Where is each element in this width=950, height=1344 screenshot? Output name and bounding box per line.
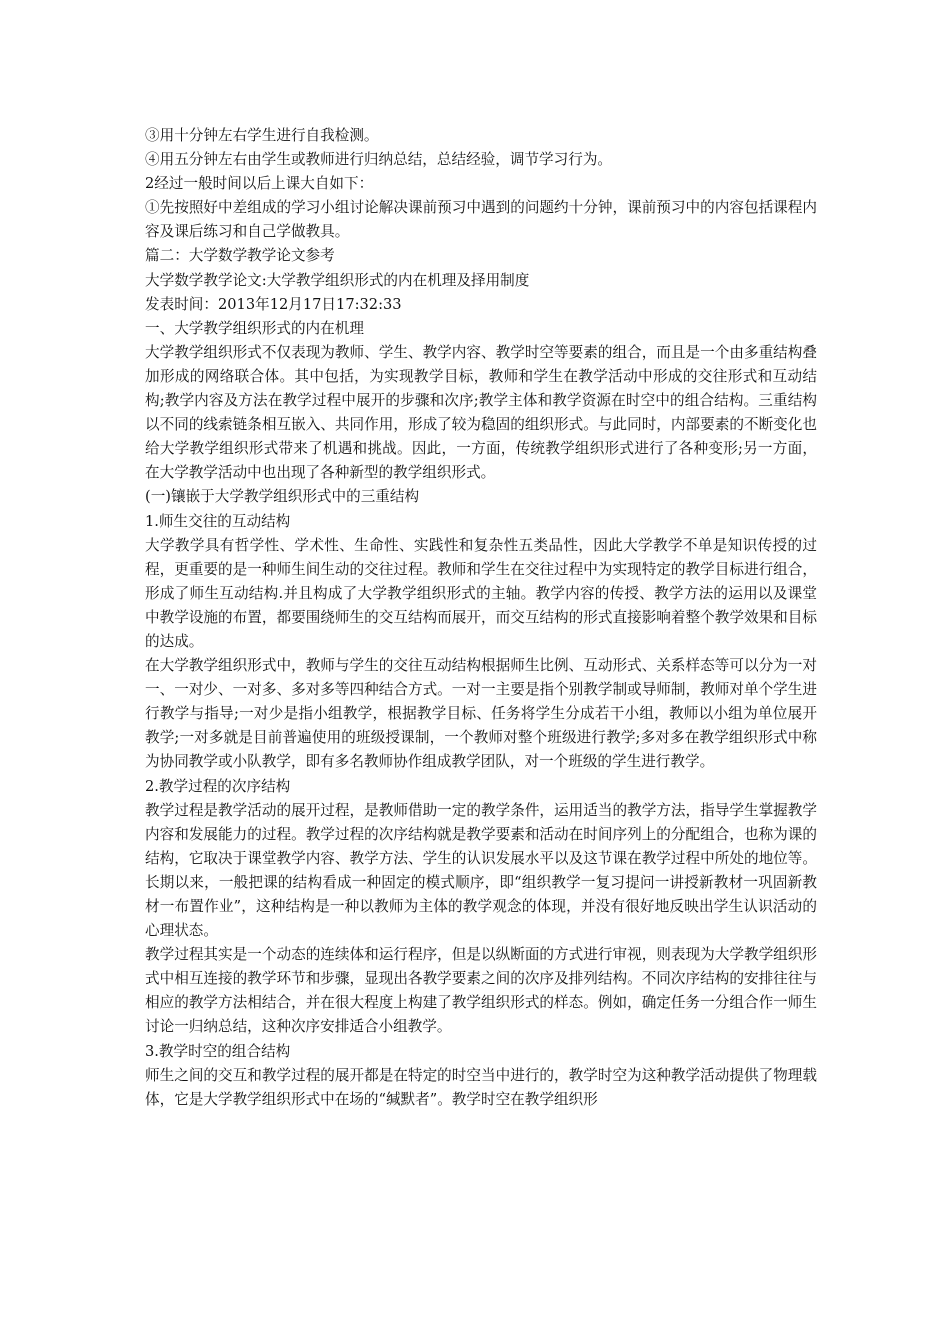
section-heading-part-two: 篇二：大学数学教学论文参考 xyxy=(145,247,335,265)
paragraph-interaction-2: 在大学教学组织形式中，教师与学生的交往互动结构根据师生比例、互动形式、关系样态等可以分为一对一、一对少、一对多、多对多等四种结合方式。一对一主要是指个别教学制或导师制，教师对单个学生进行教学与指导;一对少是指小组教学，根据教学目标、任务将学生分成若干小组，教师以小组为单位展开教学;一对多就是目前普遍使用的班级授课制，一个教师对整个班级进行教学;多对多在教学组织形式中称为协同教学或小队教学，即有多名教师协作组成教学团队，对一个班级的学生进行教学。 xyxy=(145,657,817,771)
heading-sequence-structure: 2.教学过程的次序结构 xyxy=(145,777,291,795)
publish-time: 发表时间：2013年12月17日17:32:33 xyxy=(145,295,402,313)
heading-spacetime-structure: 3.教学时空的组合结构 xyxy=(145,1042,291,1060)
paragraph-intro: 大学教学组织形式不仅表现为教师、学生、教学内容、教学时空等要素的组合，而且是一个由多重结构叠加形成的网络联合体。其中包括，为实现教学目标，教师和学生在教学活动中形成的交往形式和互动结构;教学内容及方法在教学过程中展开的步骤和次序;教学主体和教学资源在时空中的组合结构。三重结构以不同的线索链条相互嵌入、共同作用，形成了较为稳固的组织形式。与此同时，内部要素的不断变化也给大学教学组织形式带来了机遇和挑战。因此，一方面，传统教学组织形式进行了各种变形;另一方面，在大学教学活动中也出现了各种新型的教学组织形式。 xyxy=(145,343,817,482)
paragraph-later-lesson: 2经过一般时间以后上课大自如下： xyxy=(145,175,374,193)
paragraph-step-3: ③用十分钟左右学生进行自我检测。 xyxy=(145,127,379,144)
heading-interaction-structure: 1.师生交往的互动结构 xyxy=(145,512,291,530)
paragraph-sequence-2: 教学过程其实是一个动态的连续体和运行程序，但是以纵断面的方式进行审视，则表现为大学教学组织形式中相互连接的教学环节和步骤，显现出各教学要素之间的次序及排列结构。不同次序结构的安排往往与相应的教学方法相结合，并在很大程度上构建了教学组织形式的样态。例如，确定任务一分组合作一师生讨论一归纳总结，这种次序安排适合小组教学。 xyxy=(145,946,817,1036)
article-title: 大学数学教学论文:大学教学组织形式的内在机理及择用制度 xyxy=(145,271,530,289)
heading-internal-mechanism: 一、大学教学组织形式的内在机理 xyxy=(145,319,364,337)
document-body xyxy=(145,124,817,1112)
paragraph-group-discussion: ①先按照好中差组成的学习小组讨论解决课前预习中遇到的问题约十分钟，课前预习中的内容包括课程内容及课后练习和自己学做教具。 xyxy=(145,199,817,241)
paragraph-spacetime-1: 师生之间的交互和教学过程的展开都是在特定的时空当中进行的，教学时空为这种教学活动提供了物理载体，它是大学教学组织形式中在场的“缄默者”。教学时空在教学组织形 xyxy=(145,1066,817,1108)
paragraph-step-4: ④用五分钟左右由学生或教师进行归纳总结，总结经验，调节学习行为。 xyxy=(145,151,613,169)
paragraph-interaction-1: 大学教学具有哲学性、学术性、生命性、实践性和复杂性五类品性，因此大学教学不单是知识传授的过程，更重要的是一种师生间生动的交往过程。教师和学生在交往过程中为实现特定的教学目标进行组合，形成了师生互动结构.并且构成了大学教学组织形式的主轴。教学内容的传授、教学方法的运用以及课堂中教学设施的布置，都要围绕师生的交互结构而展开，而交互结构的形式直接影响着整个教学效果和目标的达成。 xyxy=(145,536,817,650)
heading-three-structures: (一)镶嵌于大学教学组织形式中的三重结构 xyxy=(145,488,420,506)
paragraph-sequence-1: 教学过程是教学活动的展开过程，是教师借助一定的教学条件，运用适当的教学方法，指导学生掌握教学内容和发展能力的过程。教学过程的次序结构就是教学要素和活动在时间序列上的分配组合，也称为课的结构，它取决于课堂教学内容、教学方法、学生的认识发展水平以及这节课在教学过程中所处的地位等。长期以来，一般把课的结构看成一种固定的模式顺序，即“组织教学一复习提问一讲授新教材一巩固新教材一布置作业”，这种结构是一种以教师为主体的教学观念的体现，并没有很好地反映出学生认识活动的心理状态。 xyxy=(145,801,817,940)
